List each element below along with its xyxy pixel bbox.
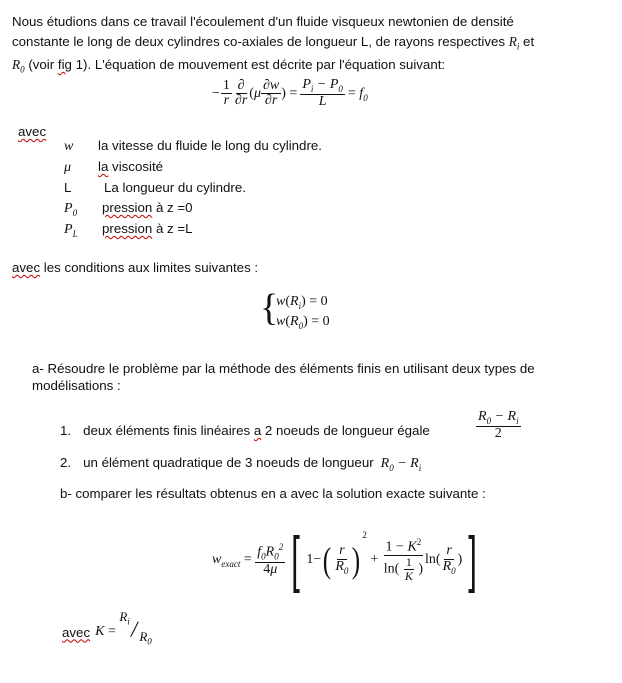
intro-line-2: constante le long de deux cylindres co-axiales de longueur L, de rayons respectives $R_i$ et — [12, 34, 535, 52]
var-l: L La longueur du cylindre. — [64, 180, 246, 195]
item-1-fraction: $\frac{R_0 - R_i}{2}$ — [478, 409, 519, 442]
item-2: 2. un élément quadratique de 3 noeuds de longueur $R_0 - R_i$ — [60, 455, 422, 473]
boundary-conditions: { $w(R_i) = 0$ $w(R_0) = 0$ — [260, 287, 330, 331]
k-definition: avec K = $R_i$ / $R_0$ — [62, 609, 152, 647]
var-w: w la vitesse du fluide le long du cylindre. — [64, 138, 322, 154]
var-p0: $P_0$ pression à z =0 — [64, 200, 193, 218]
r0-symbol: $R_0$ — [12, 57, 25, 75]
question-a-line1: a- Résoudre le problème par la méthode des éléments finis en utilisant deux types de — [32, 361, 535, 376]
ri-symbol: $R_i$ — [508, 34, 520, 52]
intro-line-1: Nous étudions dans ce travail l'écoulement d'un fluide visqueux newtonien de densité — [12, 14, 514, 29]
avec-label: avec — [18, 124, 47, 139]
var-mu: μ la viscosité — [64, 159, 164, 175]
motion-equation: − $\frac{1}{r}$ $\frac{\partial}{\partial r}$ ( μ $\frac{\partial w}{\partial r}$ ) = $\frac{P_i - P_0}{L}$ = $f_0$ — [212, 77, 368, 110]
question-b: b- comparer les résultats obtenus en a avec la solution exacte suivante : — [60, 486, 486, 501]
intro-line-3: $R_0$ (voir fig 1). L'équation de mouvement est décrite par l'équation suivant: — [12, 57, 446, 75]
exact-solution: $w_{exact}$ = $\frac{f_0R_0^2}{4\mu}$ [ 1− ( $\frac{r}{R_0}$ ) $^2$ + $1 - K^2$ ln( $\frac{1}{K}$ ) ln( $\frac{r}{R_0}$ ) ] — [212, 525, 478, 594]
item-1: 1. deux éléments finis linéaires a 2 noeuds de longueur égale — [60, 423, 430, 438]
var-pl: $P_L$ pression à z =L — [64, 221, 193, 239]
conditions-line: avec les conditions aux limites suivantes : — [12, 260, 259, 275]
question-a-line2: modélisations : — [32, 378, 121, 393]
